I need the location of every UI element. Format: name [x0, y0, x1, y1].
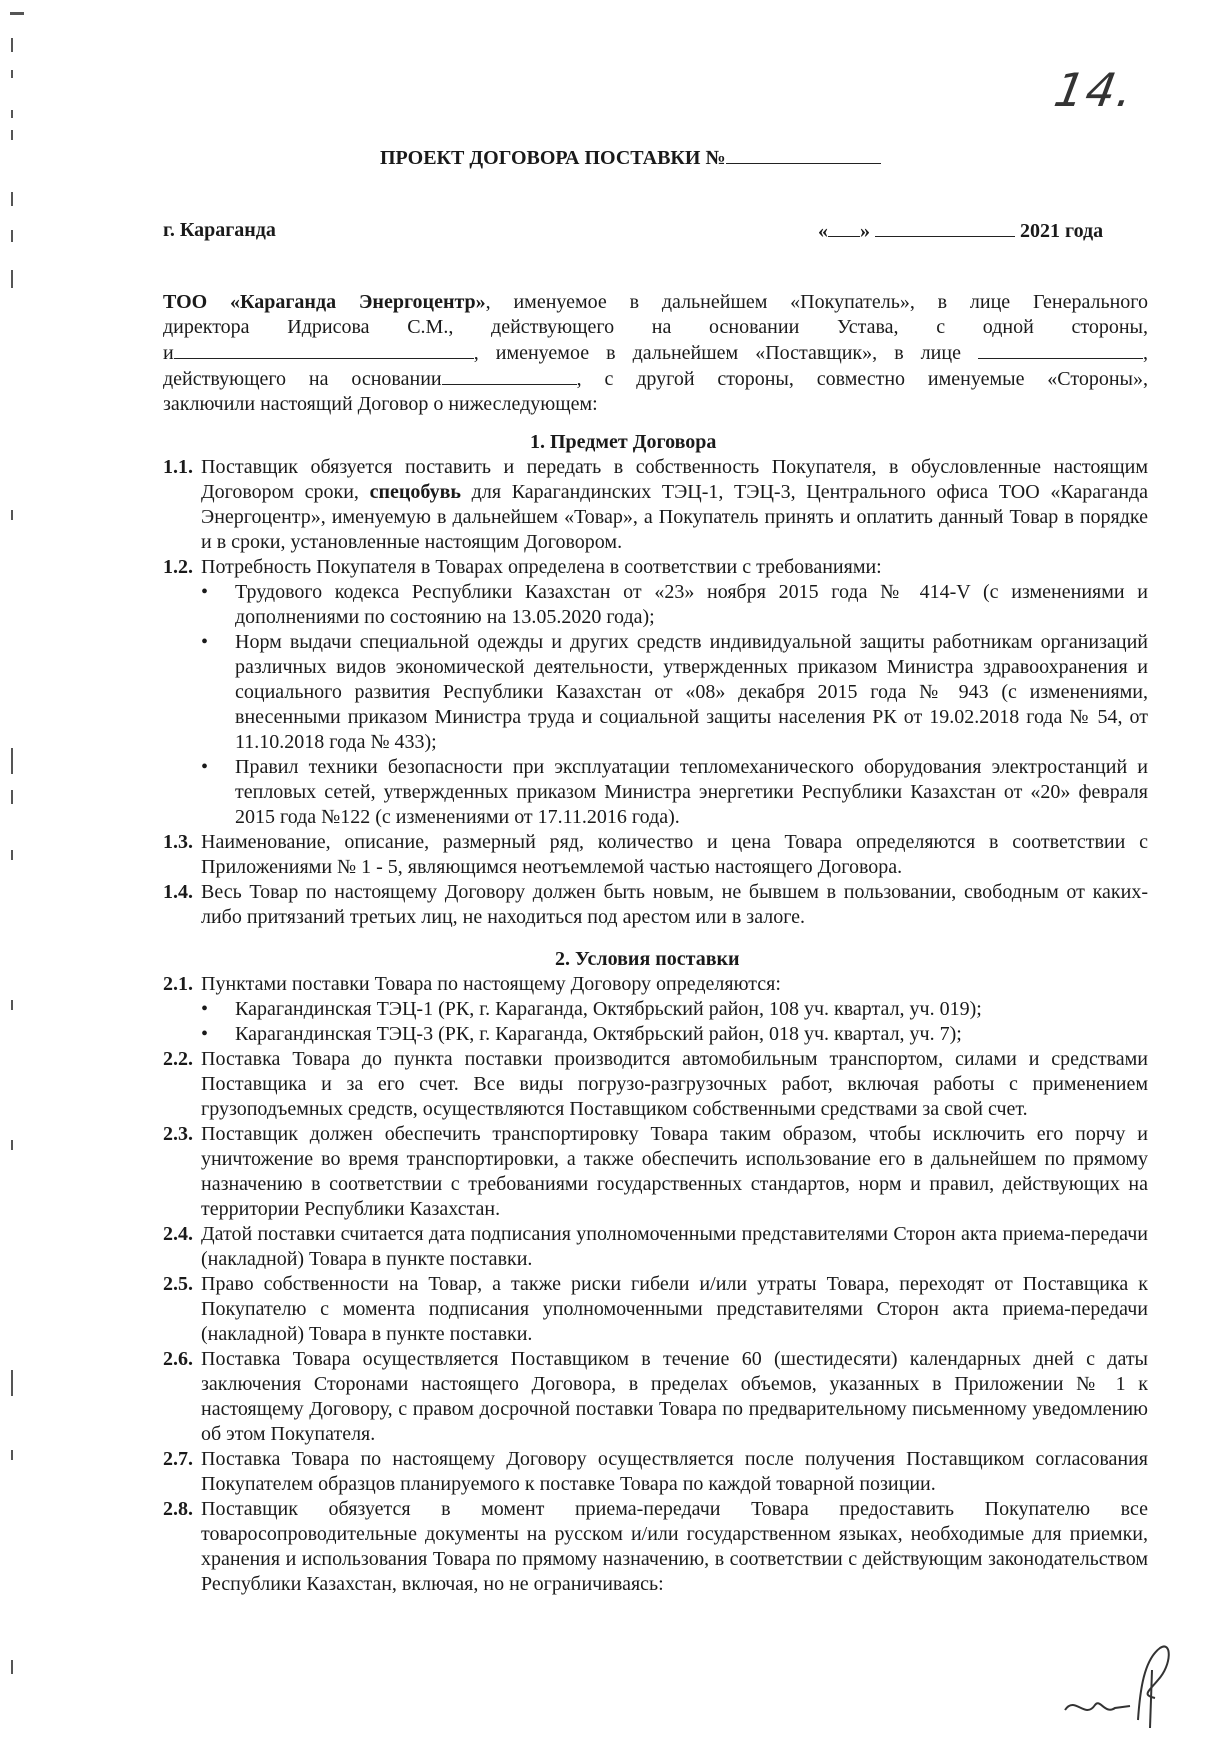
list-item: • Карагандинская ТЭЦ-3 (РК, г. Караганда, Октябрьский район, 018 уч. квартал, уч. 7); [235, 1022, 1148, 1047]
section-1-heading: 1. Предмет Договора [530, 431, 717, 453]
clause-number: 1.3. [163, 831, 193, 853]
section-2-heading: 2. Условия поставки [555, 948, 740, 970]
clause-number: 2.4. [163, 1223, 193, 1245]
preamble-line-2: директора Идрисова С.М., действующего на основании Устава, с одной стороны, [163, 316, 1148, 338]
clause-number: 2.5. [163, 1273, 193, 1295]
clause-2-2 [163, 1047, 1148, 1122]
clause-text: Поставка Товара осуществляется Поставщиком в течение 60 (шестидесяти) календарных дней с даты заключения Сторонами настоящего Договора, в пределах объемов, указанных в Приложении № 1 к настоящему Договору, с правом досрочной поставки Товара по предварительному письменному уведомлению об этом Покупателя. [201, 1348, 1148, 1445]
clause-text: Право собственности на Товар, а также риски гибели и/или утраты Товара, переходят от Поставщика к Покупателю с момента подписания уполномоченными представителями Сторон акта приема-передачи (накладной) Товара в пункте поставки. [201, 1273, 1148, 1345]
clause-text: Потребность Покупателя в Товарах определена в соответствии с требованиями: [201, 556, 882, 578]
clause-number: 1.2. [163, 556, 193, 578]
clause-text: Поставщик обязуется поставить и передать в собственность Покупателя, в обусловленные настоящим Договором сроки, спецобувь для Карагандинских ТЭЦ-1, ТЭЦ-3, Центрального офиса ТОО «Караганда Энергоцентр», именуемую в дальнейшем «Товар», а Покупатель принять и оплатить данный Товар в порядке и в сроки, установленные настоящим Договором. [201, 456, 1148, 553]
clause-1-2 [163, 555, 1148, 580]
date-close-quote: » [860, 220, 870, 242]
list-item: • Правил техники безопасности при эксплуатации тепломеханического оборудования электростанций и тепловых сетей, утвержденных приказом Министра энергетики Республики Казахстан от «20» февраля 2015 года №122 (с изменениями от 17.11.2016 года). [235, 755, 1148, 830]
section-2-items [163, 972, 1148, 1597]
clause-number: 2.6. [163, 1348, 193, 1370]
clause-text: Поставка Товара до пункта поставки производится автомобильным транспортом, силами и средствами Поставщика и за его счет. Все виды погрузо-разгрузочных работ, включая работы с применением грузоподъемных средств, осуществляются Поставщиком собственными средствами за свой счет. [201, 1048, 1148, 1120]
supplier-rep-blank [978, 340, 1143, 359]
date-open-quote: « [818, 220, 828, 242]
clause-1-1 [163, 455, 1148, 555]
clause-2-1-bullets [163, 997, 1148, 1047]
clause-2-3 [163, 1122, 1148, 1222]
clause-text: Весь Товар по настоящему Договору должен быть новым, не бывшем в пользовании, свободным от каких-либо притязаний третьих лиц, не находиться под арестом или в залоге. [201, 881, 1148, 928]
title-text: ПРОЕКТ ДОГОВОРА ПОСТАВКИ № [380, 147, 726, 169]
clause-number: 1.1. [163, 456, 193, 478]
document-title [380, 145, 881, 171]
list-item: • Трудового кодекса Республики Казахстан от «23» ноября 2015 года № 414-V (с изменениями и дополнениями по состоянию на 13.05.2020 года); [235, 580, 1148, 630]
clause-2-4 [163, 1222, 1148, 1272]
clause-1-2-bullets [163, 580, 1148, 830]
clause-text: Пунктами поставки Товара по настоящему Договору определяются: [201, 973, 781, 995]
contract-number-blank [726, 145, 881, 164]
clause-text: Поставка Товара по настоящему Договору осуществляется после получения Поставщиком согласования Покупателем образцов планируемого к поставке Товара по каждой товарной позиции. [201, 1448, 1148, 1495]
preamble [163, 290, 1148, 417]
day-blank [828, 218, 860, 237]
clause-number: 2.3. [163, 1123, 193, 1145]
clause-number: 2.2. [163, 1048, 193, 1070]
clause-2-6 [163, 1347, 1148, 1447]
page-number: 14. [1050, 63, 1140, 117]
clause-number: 1.4. [163, 881, 193, 903]
clause-1-3 [163, 830, 1148, 880]
clause-text: Поставщик обязуется в момент приема-передачи Товара предоставить Покупателю все товаросопроводительные документы на русском и/или государственном языках, необходимые для приемки, хранения и использования Товара по прямому назначению, в соответствии с действующим законодательством Республики Казахстан, включая, но не ограничиваясь: [201, 1498, 1148, 1595]
clause-2-7 [163, 1447, 1148, 1497]
supplier-basis-blank [442, 366, 577, 385]
preamble-line-5: заключили настоящий Договор о нижеследующем: [163, 393, 598, 415]
clause-2-5 [163, 1272, 1148, 1347]
month-blank [875, 218, 1015, 237]
supplier-name-blank [174, 340, 474, 359]
clause-text: Поставщик должен обеспечить транспортировку Товара таким образом, чтобы исключить его порчу и уничтожение во время транспортировки, а также обеспечить использование его в дальнейшем по прямому назначению в соответствии с требованиями государственных стандартов, норм и правил, действующих на территории Республики Казахстан. [201, 1123, 1148, 1220]
preamble-line-3: и , именуемое в дальнейшем «Поставщик», в лице , [163, 342, 1148, 364]
preamble-line-4: действующего на основании , с другой стороны, совместно именуемые «Стороны», [163, 368, 1148, 390]
clause-number: 2.7. [163, 1448, 193, 1470]
preamble-line-1: ТОО «Караганда Энергоцентр», именуемое в дальнейшем «Покупатель», в лице Генерального [163, 291, 1149, 313]
city: г. Караганда [163, 219, 276, 241]
clause-text: Наименование, описание, размерный ряд, количество и цена Товара определяются в соответствии с Приложениями № 1 - 5, являющимся неотъемлемой частью настоящего Договора. [201, 831, 1148, 878]
handwritten-signature-icon [1060, 1640, 1180, 1730]
contract-date [818, 218, 1103, 244]
buyer-company: ТОО «Караганда Энергоцентр» [163, 291, 486, 313]
clause-2-8 [163, 1497, 1148, 1597]
date-year: 2021 года [1020, 220, 1104, 242]
clause-number: 2.1. [163, 973, 193, 995]
list-item: • Карагандинская ТЭЦ-1 (РК, г. Караганда, Октябрьский район, 108 уч. квартал, уч. 019); [235, 997, 1148, 1022]
clause-text: Датой поставки считается дата подписания уполномоченными представителями Сторон акта приема-передачи (накладной) Товара в пункте поставки. [201, 1223, 1148, 1270]
section-1-items [163, 455, 1148, 930]
clause-1-4 [163, 880, 1148, 930]
clause-2-1 [163, 972, 1148, 997]
clause-number: 2.8. [163, 1498, 193, 1520]
list-item: • Норм выдачи специальной одежды и других средств индивидуальной защиты работникам организаций различных видов экономической деятельности, утвержденных приказом Министра здравоохранения и социального развития Республики Казахстан от «08» декабря 2015 года № 943 (с изменениями, внесенными приказом Министра труда и социальной защиты населения РК от 19.02.2018 года № 54, от 11.10.2018 года № 433); [235, 630, 1148, 755]
